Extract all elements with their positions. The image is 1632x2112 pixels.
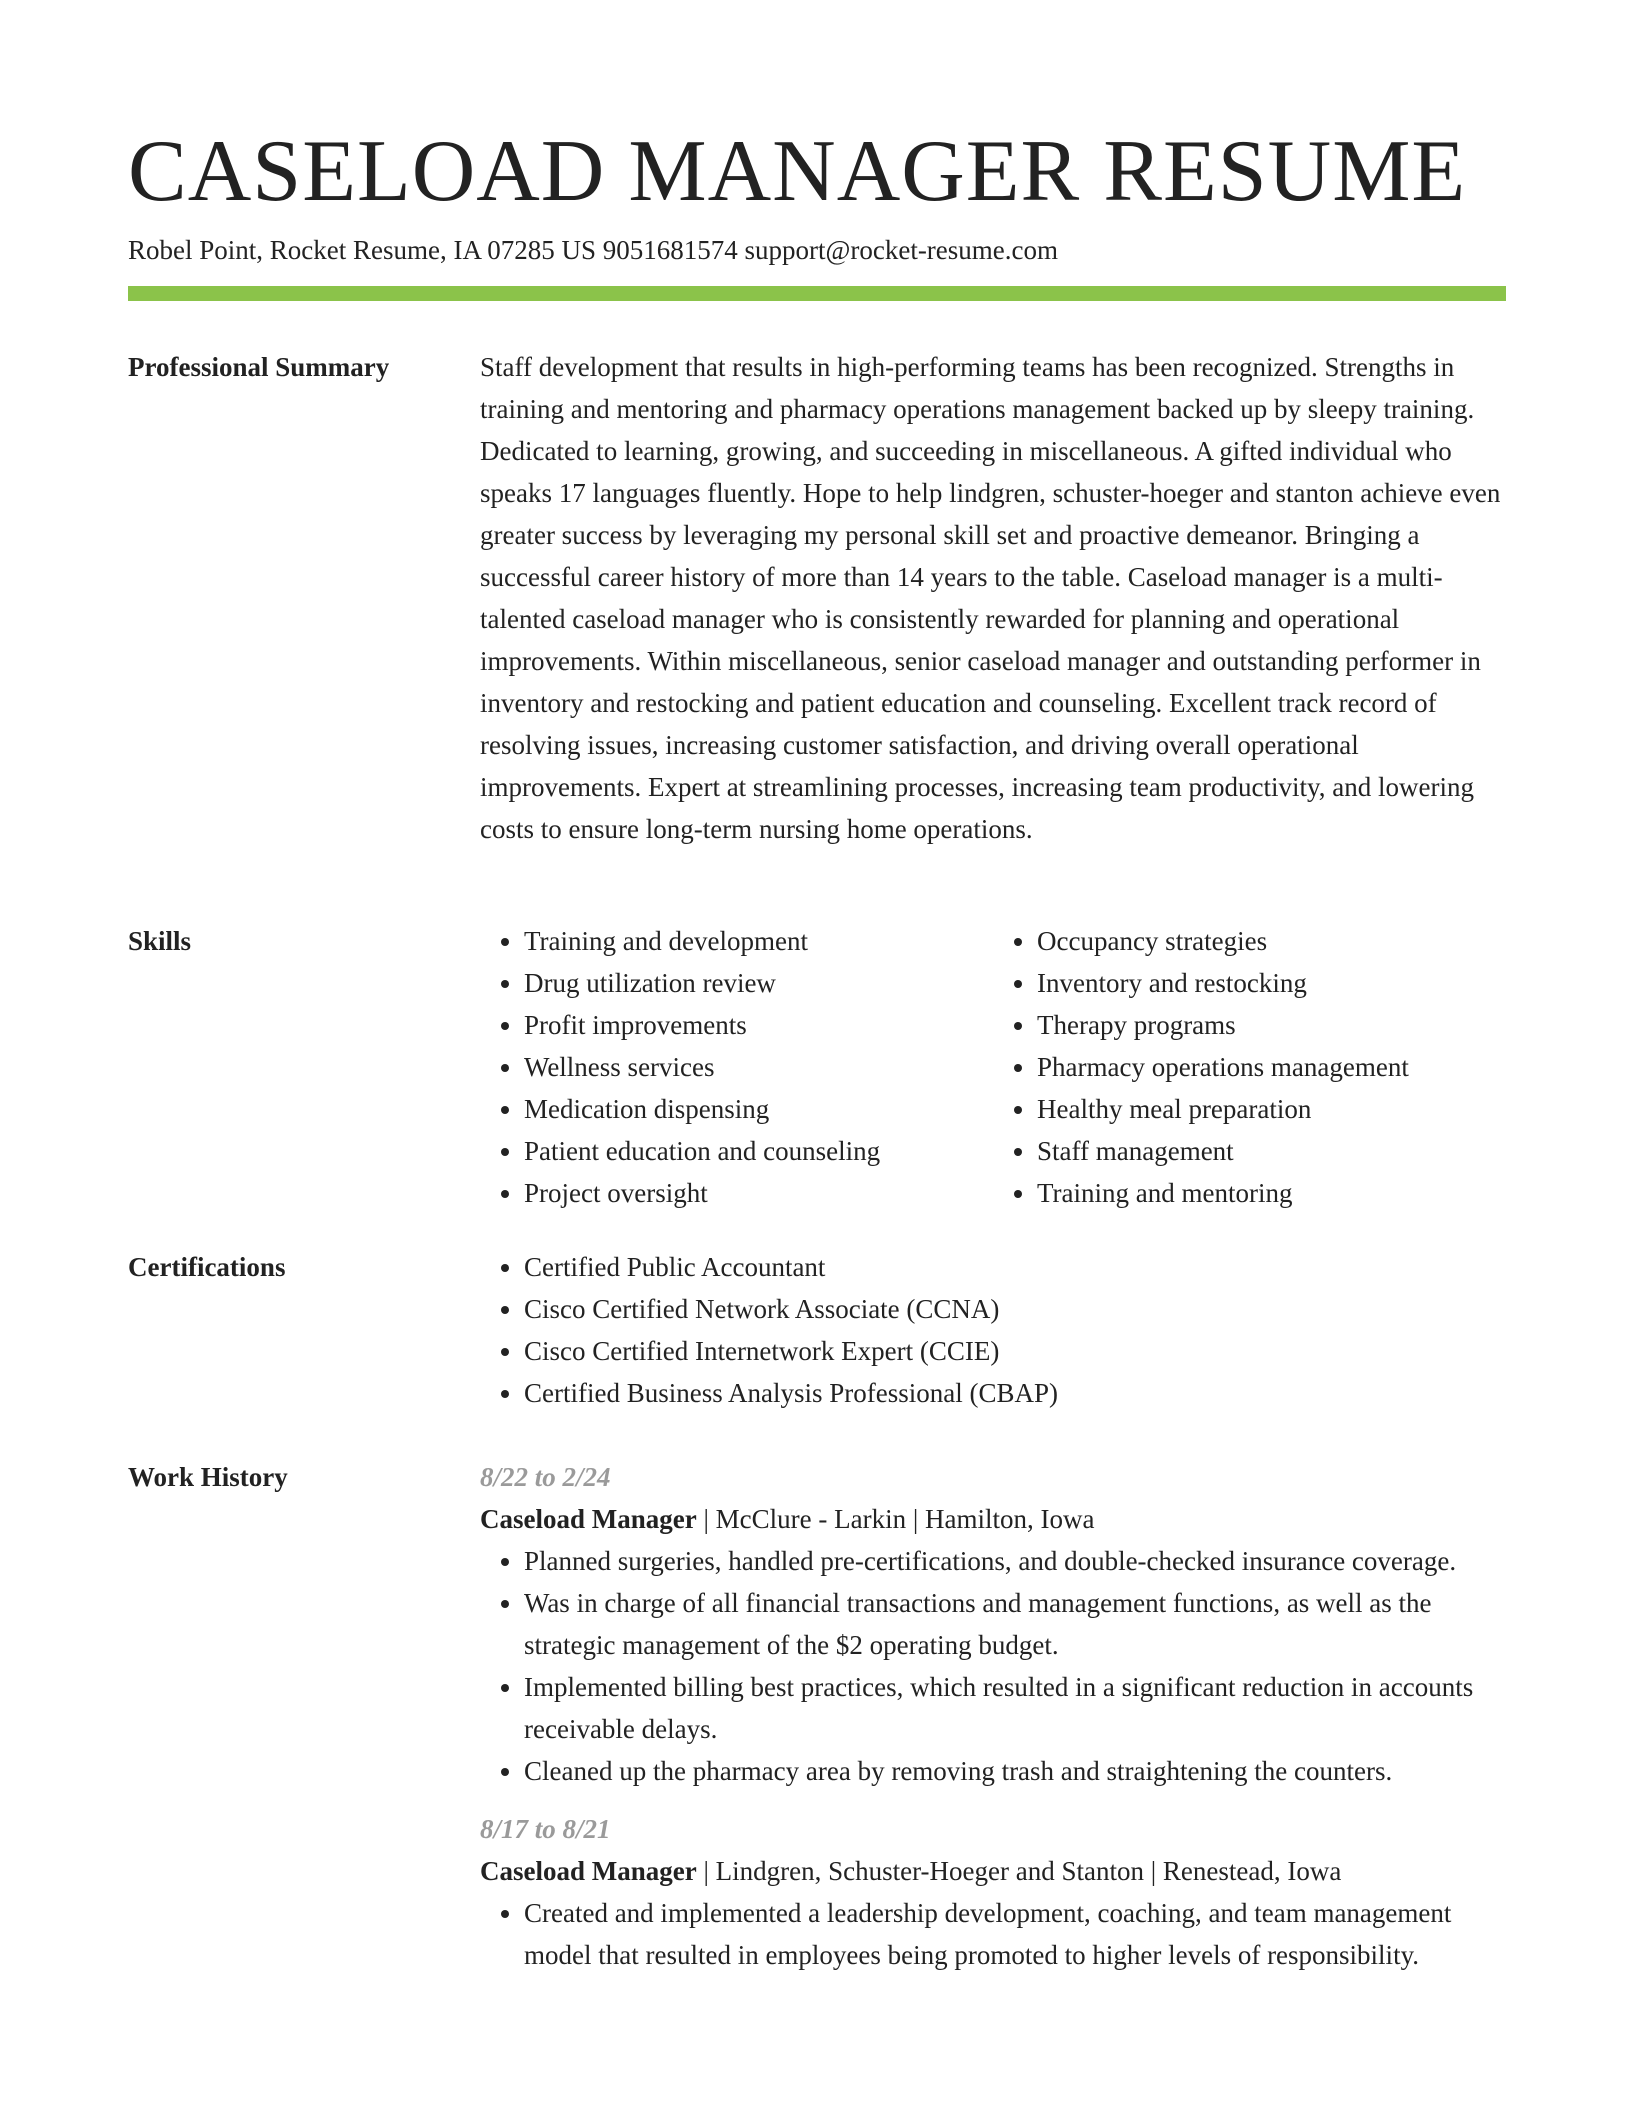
certifications-list (480, 1246, 1506, 1414)
skill-item: • Drug utilization review (524, 962, 993, 1004)
skill-item: • Staff management (1037, 1130, 1506, 1172)
skill-item: • Medication dispensing (524, 1088, 993, 1130)
skill-item: • Therapy programs (1037, 1004, 1506, 1046)
certifications-body (480, 1246, 1506, 1414)
job-entry (480, 1808, 1506, 1976)
job-bullet: • Implemented billing best practices, which resulted in a significant reduction in accounts receivable delays. (524, 1666, 1506, 1750)
skill-item: • Profit improvements (524, 1004, 993, 1046)
job-entry (480, 1456, 1506, 1792)
page-title: CASELOAD MANAGER RESUME (128, 123, 1467, 220)
job-title: Caseload Manager (480, 1856, 697, 1886)
job-title: Caseload Manager (480, 1504, 697, 1534)
skill-item: • Project oversight (524, 1172, 993, 1214)
skills-list-left (480, 920, 993, 1214)
job-bullet: • Was in charge of all financial transactions and management functions, as well as the strategic management of the $2 operating budget. (524, 1582, 1506, 1666)
job-bullets (480, 1892, 1506, 1976)
section-label-certifications: Certifications (128, 1252, 286, 1282)
skill-item: • Inventory and restocking (1037, 962, 1506, 1004)
skill-item: • Wellness services (524, 1046, 993, 1088)
certification-item: • Certified Public Accountant (524, 1246, 1506, 1288)
skills-body (480, 920, 1506, 1214)
summary-text: Staff development that results in high-performing teams has been recognized. Strengths in training and mentoring and pharmacy operations management backed up by sleepy training. Dedicated to learning, growing, and succeeding in miscellaneous. A gifted individual who speaks 17 languages fluently. Hope to help lindgren, schuster-hoeger and stanton achieve even greater success by leveraging my personal skill set and proactive demeanor. Bringing a successful career history of more than 14 years to the table. Caseload manager is a multi-talented caseload manager who is consistently rewarded for planning and operational improvements. Within miscellaneous, senior caseload manager and outstanding performer in inventory and restocking and patient education and counseling. Excellent track record of resolving issues, increasing customer satisfaction, and driving overall operational improvements. Expert at streamlining processes, increasing team productivity, and lowering costs to ensure long-term nursing home operations. (480, 352, 1501, 844)
skill-item: • Patient education and counseling (524, 1130, 993, 1172)
certification-item: • Cisco Certified Network Associate (CCNA) (524, 1288, 1506, 1330)
skill-item: • Pharmacy operations management (1037, 1046, 1506, 1088)
job-heading (480, 1850, 1506, 1892)
job-bullet: • Cleaned up the pharmacy area by removing trash and straightening the counters. (524, 1750, 1506, 1792)
skills-list-right (993, 920, 1506, 1214)
job-bullet: • Created and implemented a leadership development, coaching, and team management model that resulted in employees being promoted to higher levels of responsibility. (524, 1892, 1506, 1976)
section-label-work-history: Work History (128, 1462, 288, 1492)
contact-line: Robel Point, Rocket Resume, IA 07285 US 9051681574 support@rocket-resume.com (128, 235, 1059, 265)
skill-item: • Training and mentoring (1037, 1172, 1506, 1214)
section-label-summary: Professional Summary (128, 352, 390, 382)
job-dates: 8/17 to 8/21 (480, 1814, 611, 1844)
job-details: | Lindgren, Schuster-Hoeger and Stanton | Renestead, Iowa (696, 1856, 1342, 1886)
certification-item: • Cisco Certified Internetwork Expert (CCIE) (524, 1330, 1506, 1372)
certification-item: • Certified Business Analysis Professional (CBAP) (524, 1372, 1506, 1414)
job-bullet: • Planned surgeries, handled pre-certifications, and double-checked insurance coverage. (524, 1540, 1506, 1582)
summary-body (480, 346, 1506, 850)
skill-item: • Healthy meal preparation (1037, 1088, 1506, 1130)
job-heading (480, 1498, 1506, 1540)
job-bullets (480, 1540, 1506, 1792)
skill-item: • Occupancy strategies (1037, 920, 1506, 962)
job-dates: 8/22 to 2/24 (480, 1462, 611, 1492)
section-label-skills: Skills (128, 926, 192, 956)
job-details: | McClure - Larkin | Hamilton, Iowa (696, 1504, 1095, 1534)
accent-divider (128, 286, 1506, 301)
work-history-body (480, 1456, 1506, 1976)
skill-item: • Training and development (524, 920, 993, 962)
